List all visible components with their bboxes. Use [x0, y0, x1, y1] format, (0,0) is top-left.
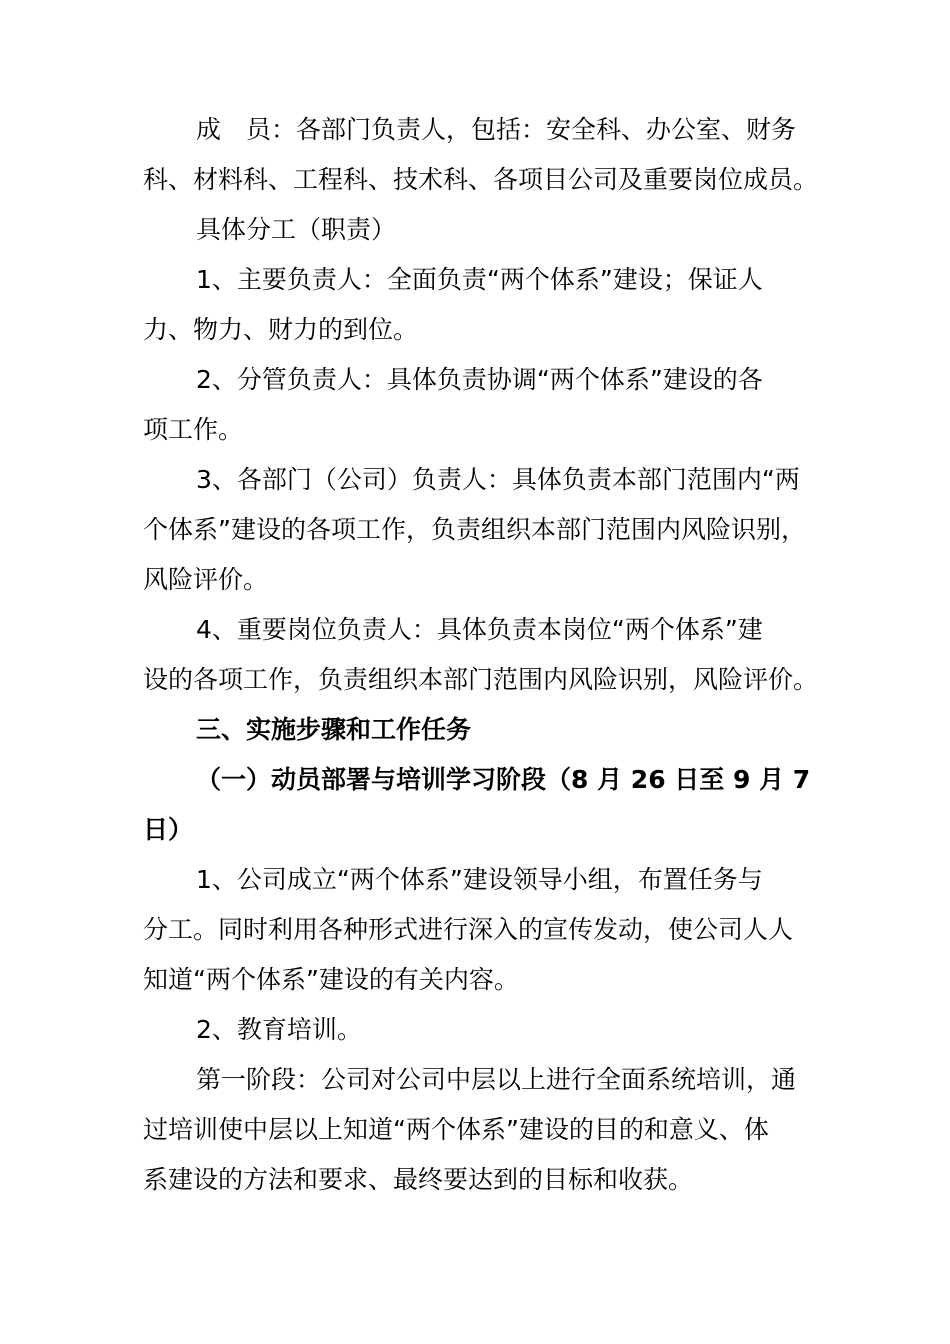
text-line: 1、公司成立“两个体系”建设领导小组，布置任务与 — [196, 865, 763, 894]
text-line: 分工。同时利用各种形式进行深入的宣传发动，使公司人人 — [143, 915, 794, 944]
subsection-heading-continued: 日） — [143, 815, 194, 844]
subsection-heading: （一）动员部署与培训学习阶段（8 月 26 日至 9 月 7 — [196, 765, 811, 794]
text-line: 2、教育培训。 — [196, 1015, 362, 1044]
text-line: 具体分工（职责） — [196, 215, 397, 244]
text-line: 4、重要岗位负责人：具体负责本岗位“两个体系”建 — [196, 615, 763, 644]
section-heading: 三、实施步骤和工作任务 — [196, 715, 472, 744]
text-line: 1、主要负责人：全面负责“两个体系”建设；保证人 — [196, 265, 763, 294]
text-line: 力、物力、财力的到位。 — [143, 315, 419, 344]
text-line: 成 员：各部门负责人，包括：安全科、办公室、财务 — [196, 115, 797, 144]
text-line: 个体系”建设的各项工作，负责组织本部门范围内风险识别， — [143, 515, 806, 544]
text-line: 项工作。 — [143, 415, 244, 444]
text-line: 科、材料科、工程科、技术科、各项目公司及重要岗位成员。 — [143, 165, 819, 194]
text-line: 设的各项工作，负责组织本部门范围内风险识别，风险评价。 — [143, 665, 819, 694]
text-line: 3、各部门（公司）负责人：具体负责本部门范围内“两 — [196, 465, 800, 494]
text-line: 第一阶段：公司对公司中层以上进行全面系统培训，通 — [196, 1065, 797, 1094]
text-line: 过培训使中层以上知道“两个体系”建设的目的和意义、体 — [143, 1115, 769, 1144]
text-line: 风险评价。 — [143, 565, 269, 594]
text-line: 知道“两个体系”建设的有关内容。 — [143, 965, 519, 994]
text-line: 2、分管负责人：具体负责协调“两个体系”建设的各 — [196, 365, 763, 394]
text-line: 系建设的方法和要求、最终要达到的目标和收获。 — [143, 1165, 694, 1194]
